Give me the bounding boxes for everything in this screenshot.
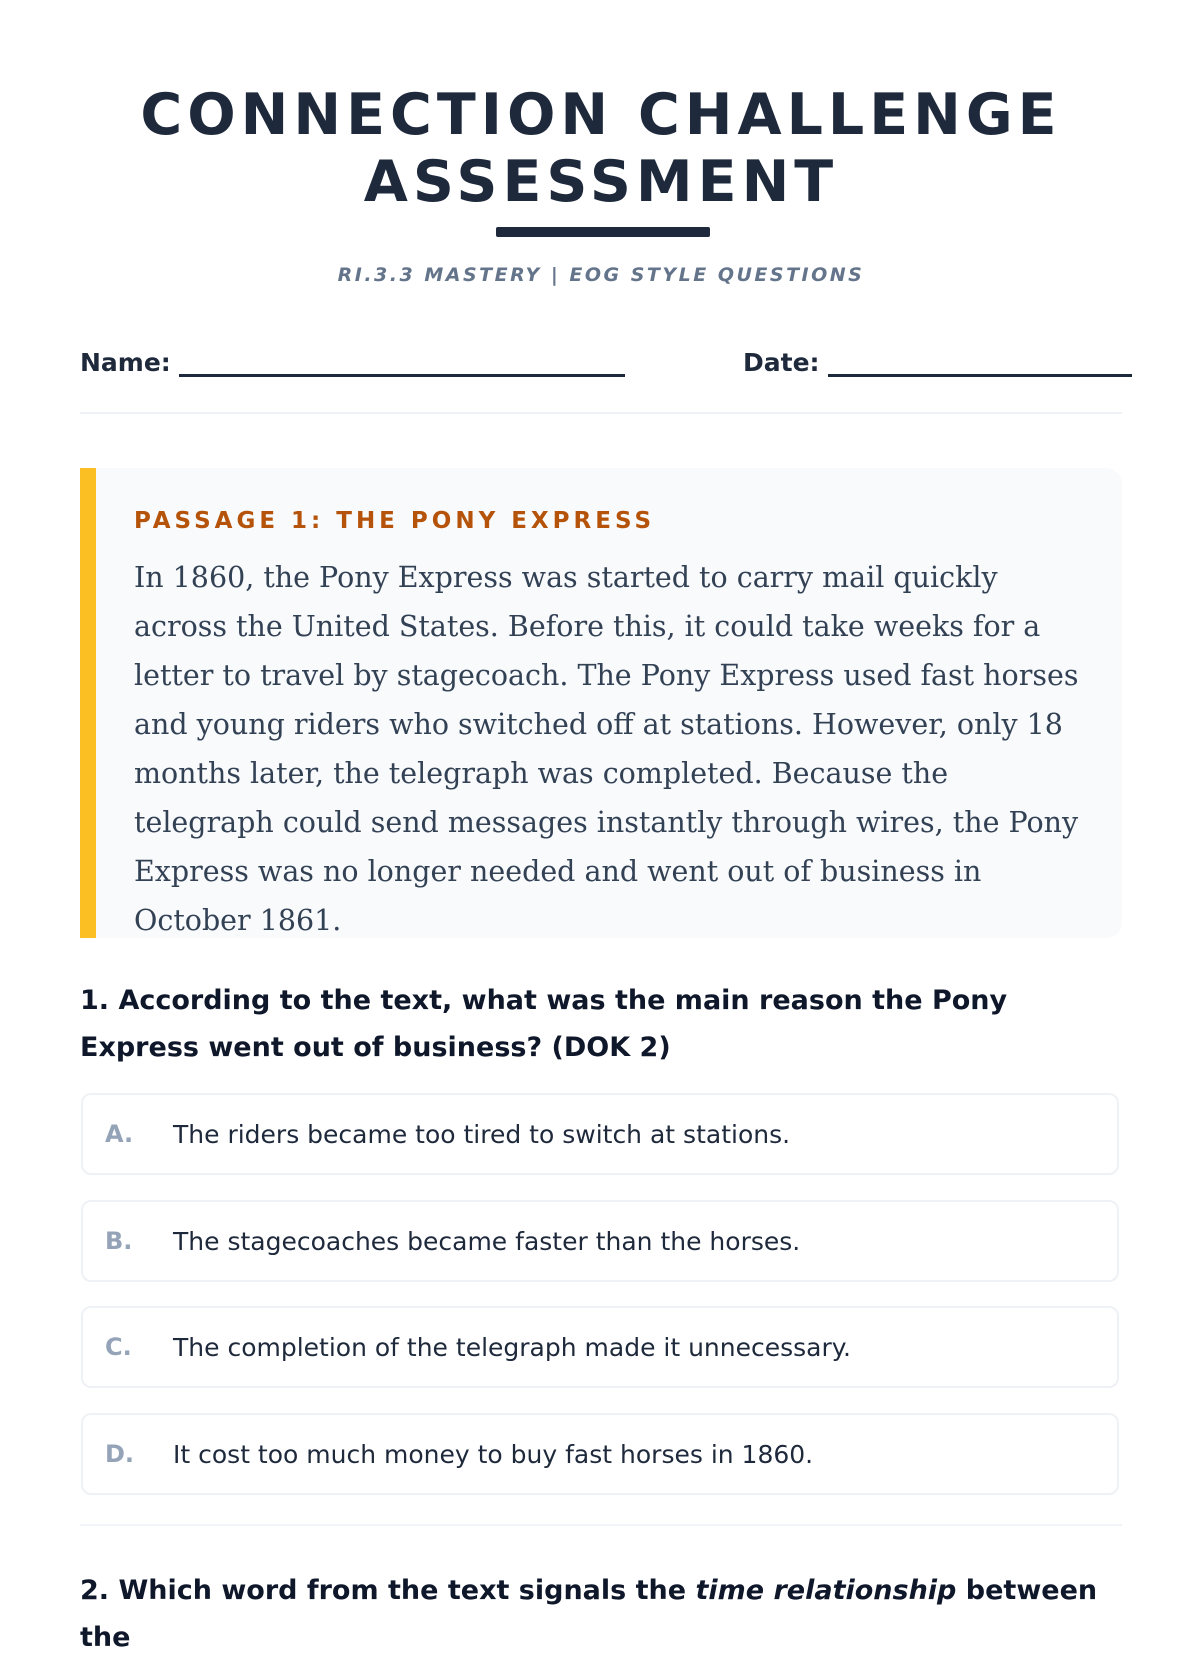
option-letter: C. [105,1333,132,1361]
option-letter: D. [105,1440,135,1468]
date-line[interactable] [828,350,1132,377]
passage-accent-bar [80,468,96,938]
passage-title: PASSAGE 1: THE PONY EXPRESS [134,508,656,534]
passage-text: In 1860, the Pony Express was started to carry mail quickly across the United States. Before this, it could take weeks for a letter to travel by stagecoach. The Pony Express used fast horses and young riders who switched off at stations. However, only 18 months later, the telegraph was completed. Because the telegraph could send messages instantly through wires, the Pony Express was no longer needed and went out of business in October 1861. [134,561,1079,937]
passage-box [80,468,1122,938]
option-letter: B. [105,1227,133,1255]
question-divider [80,1524,1122,1526]
option-text: The riders became too tired to switch at stations. [173,1119,791,1149]
date-label: Date: [743,348,820,377]
title-line-1: CONNECTION CHALLENGE [140,82,1062,148]
title-underline [496,227,710,237]
option-text: The stagecoaches became faster than the horses. [173,1226,801,1256]
question-2-prompt-emphasis: time relationship [695,1575,957,1606]
header-divider [80,412,1122,414]
name-label: Name: [80,348,171,377]
student-info-row [80,348,1122,378]
question-1-option-c[interactable] [81,1306,1119,1388]
option-letter: A. [105,1120,134,1148]
question-2-prompt-start: 2. Which word from the text signals the [80,1575,696,1606]
question-1-prompt: 1. According to the text, what was the main reason the Pony Express went out of business? (DOK 2) [80,985,1008,1063]
question-2-prompt [80,1567,1122,1661]
question-2-prompt-end: between the [80,1575,1098,1653]
option-text: It cost too much money to buy fast horses in 1860. [173,1439,814,1469]
question-1-option-d[interactable] [81,1413,1119,1495]
page-title [80,82,1122,216]
date-field[interactable] [743,348,1132,377]
page-subtitle: RI.3.3 MASTERY | EOG STYLE QUESTIONS [337,264,865,286]
question-1-option-b[interactable] [81,1200,1119,1282]
name-field[interactable] [80,348,625,377]
name-line[interactable] [179,350,625,377]
option-text: The completion of the telegraph made it unnecessary. [173,1332,851,1362]
question-1-option-a[interactable] [81,1093,1119,1175]
title-line-2: ASSESSMENT [363,149,839,215]
